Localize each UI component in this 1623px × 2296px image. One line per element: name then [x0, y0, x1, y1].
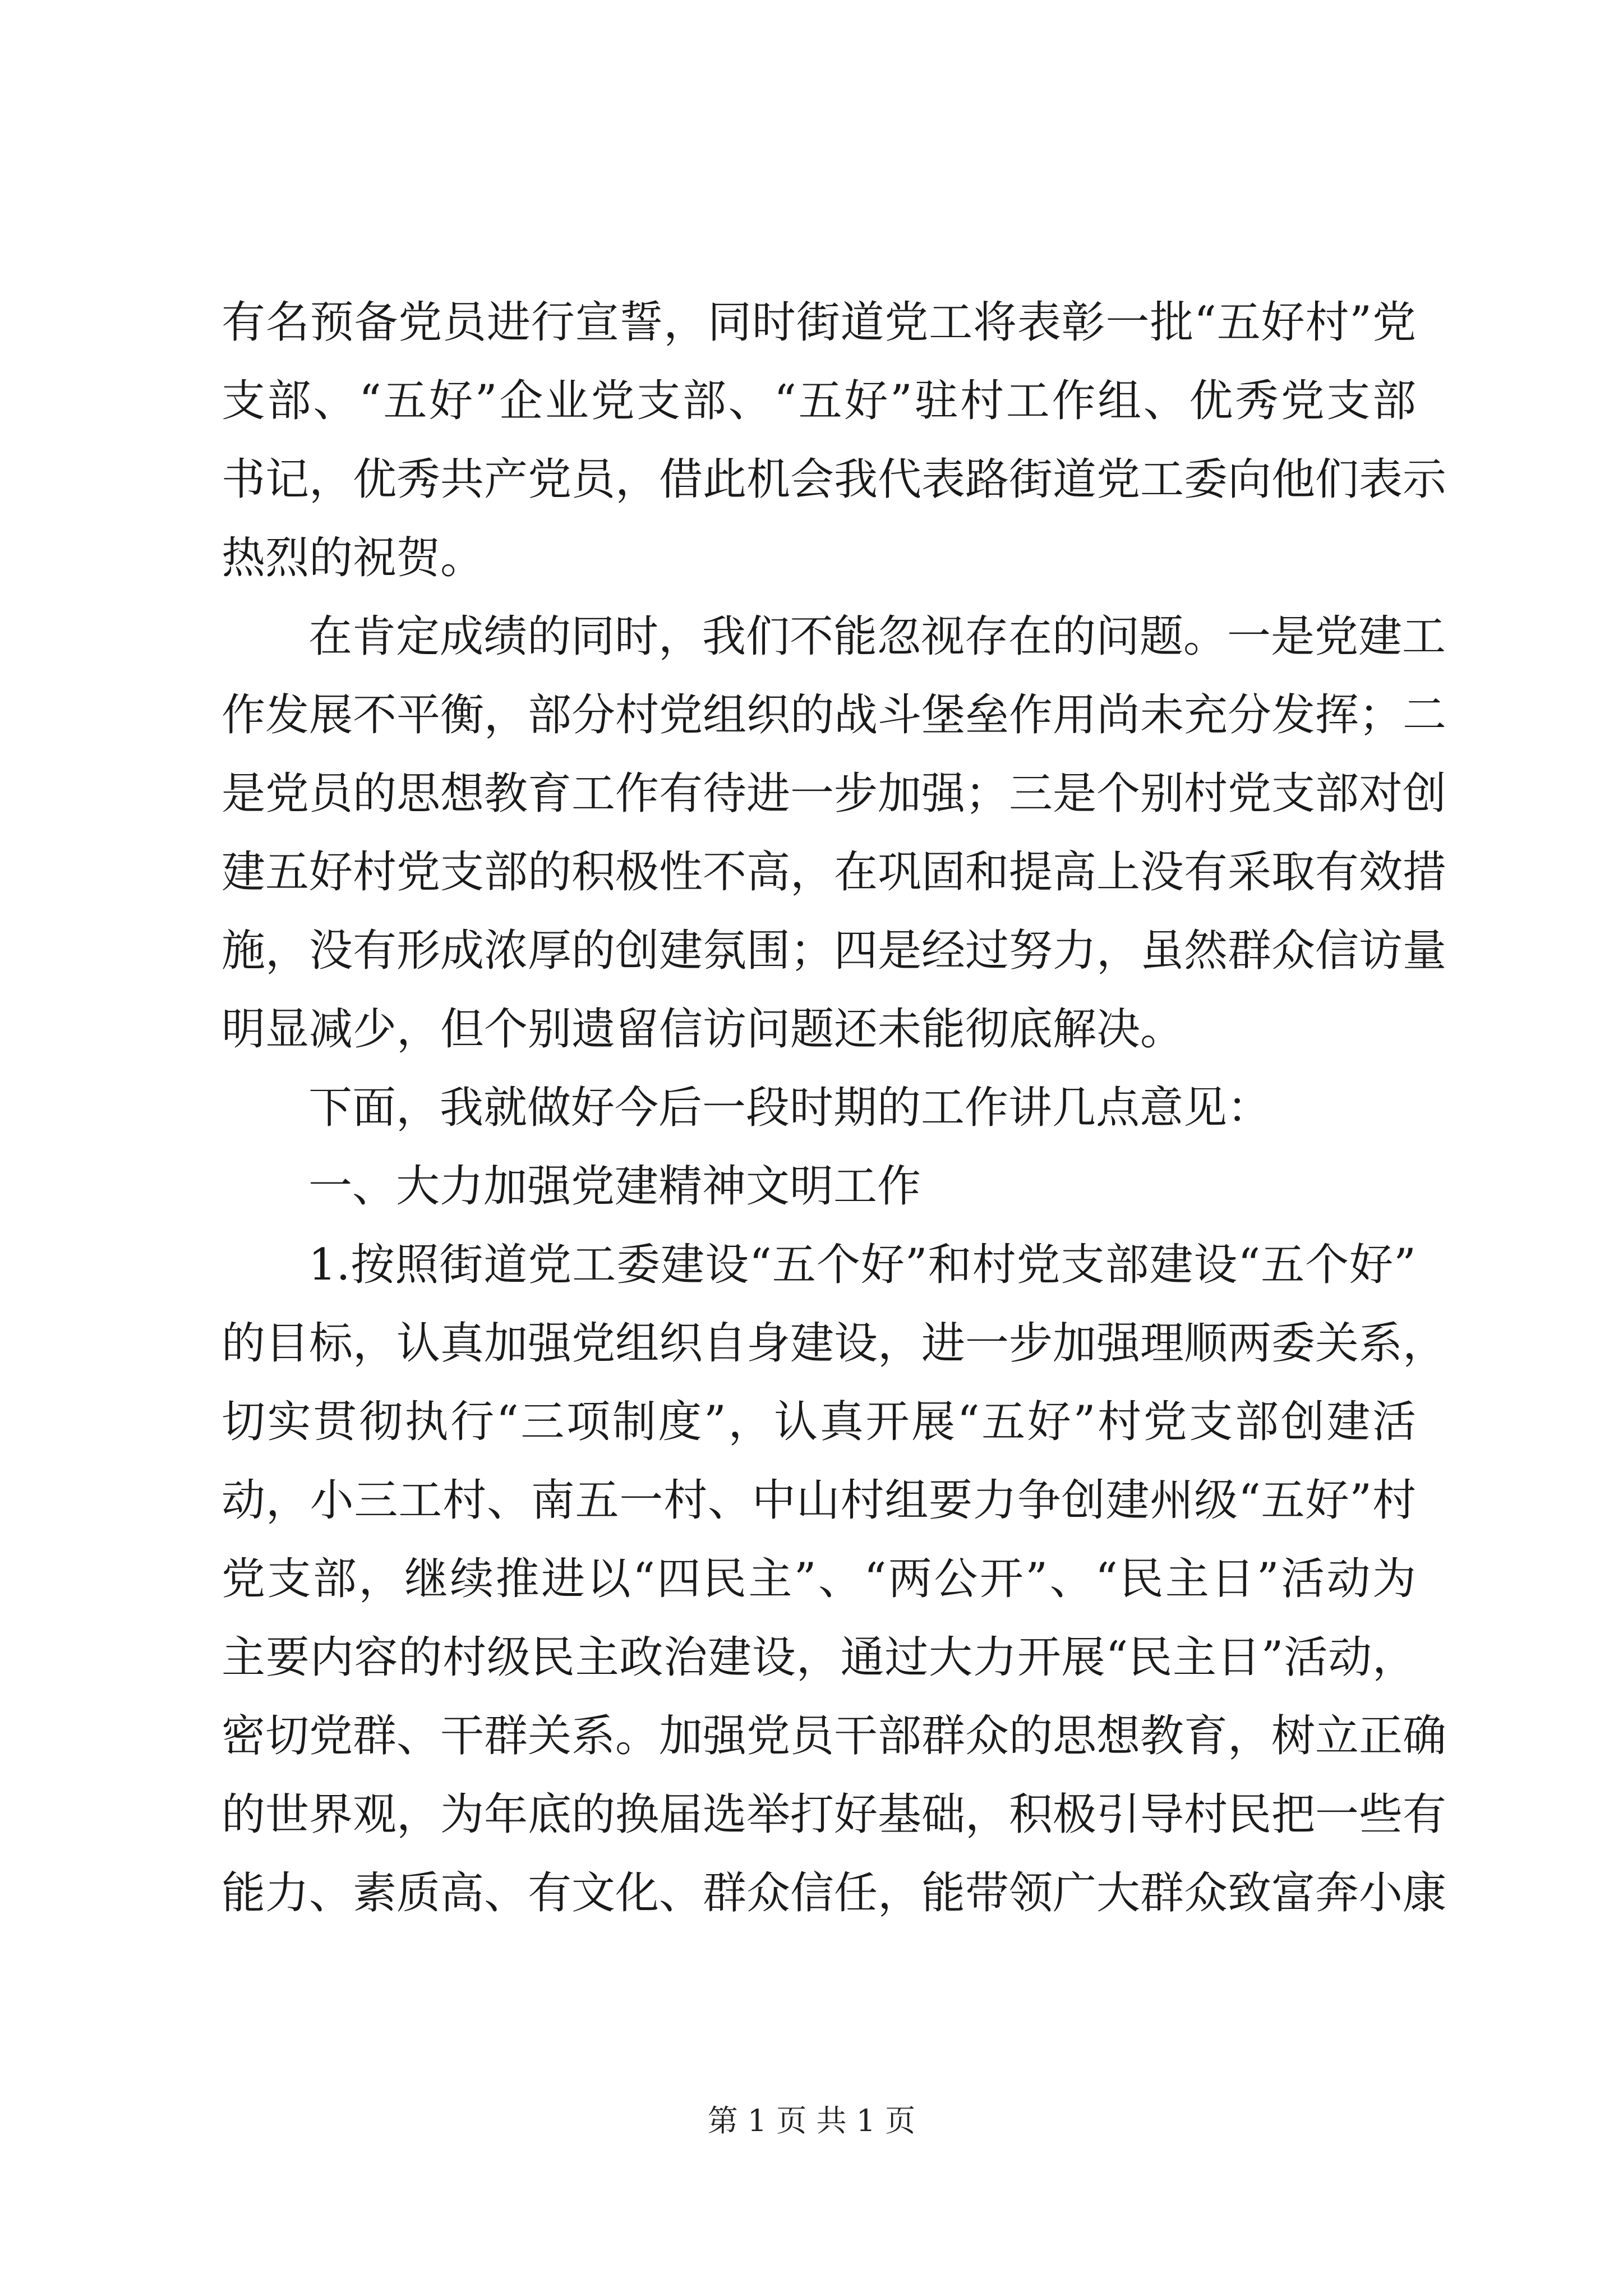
- text-line: 1.按照街道党工委建设“五个好”和村党支部建设“五个好”: [308, 1240, 1416, 1290]
- text-line: 作发展不平衡，部分村党组织的战斗堡垒作用尚未充分发挥；二: [222, 690, 1447, 740]
- text-line: 书记，优秀共产党员，借此机会我代表路街道党工委向他们表示: [222, 454, 1447, 505]
- text-line: 切实贯彻执行“三项制度”，认真开展“五好”村党支部创建活: [222, 1397, 1416, 1447]
- text-line: 的目标，认真加强党组织自身建设，进一步加强理顺两委关系，: [222, 1318, 1447, 1369]
- text-line: 热烈的祝贺。: [222, 533, 485, 583]
- text-line: 是党员的思想教育工作有待进一步加强；三是个别村党支部对创: [222, 769, 1447, 819]
- text-line: 施，没有形成浓厚的创建氛围；四是经过努力，虽然群众信访量: [222, 926, 1447, 976]
- text-line: 密切党群、干群关系。加强党员干部群众的思想教育，树立正确: [222, 1711, 1447, 1761]
- text-line: 能力、素质高、有文化、群众信任，能带领广大群众致富奔小康: [222, 1868, 1447, 1918]
- text-line: 党支部，继续推进以“四民主”、“两公开”、“民主日”活动为: [222, 1554, 1416, 1604]
- text-line: 支部、“五好”企业党支部、“五好”驻村工作组、优秀党支部: [222, 376, 1416, 426]
- text-line: 明显减少，但个别遗留信访问题还未能彻底解决。: [222, 1004, 1184, 1055]
- text-line: 有名预备党员进行宣誓，同时街道党工将表彰一批“五好村”党: [222, 297, 1416, 348]
- text-line: 动，小三工村、南五一村、中山村组要力争创建州级“五好”村: [222, 1475, 1416, 1526]
- text-line: 的世界观，为年底的换届选举打好基础，积极引导村民把一些有: [222, 1789, 1447, 1840]
- text-line: 一、大力加强党建精神文明工作: [308, 1161, 921, 1212]
- text-line: 在肯定成绩的同时，我们不能忽视存在的问题。一是党建工: [308, 611, 1446, 662]
- document-body: [222, 283, 1447, 1932]
- text-line: 建五好村党支部的积极性不高，在巩固和提高上没有采取有效措: [222, 847, 1447, 898]
- text-line: 下面，我就做好今后一段时期的工作讲几点意见：: [308, 1083, 1271, 1133]
- page-footer: 第 1 页 共 1 页: [707, 2103, 916, 2138]
- text-line: 主要内容的村级民主政治建设，通过大力开展“民主日”活动，: [222, 1632, 1416, 1683]
